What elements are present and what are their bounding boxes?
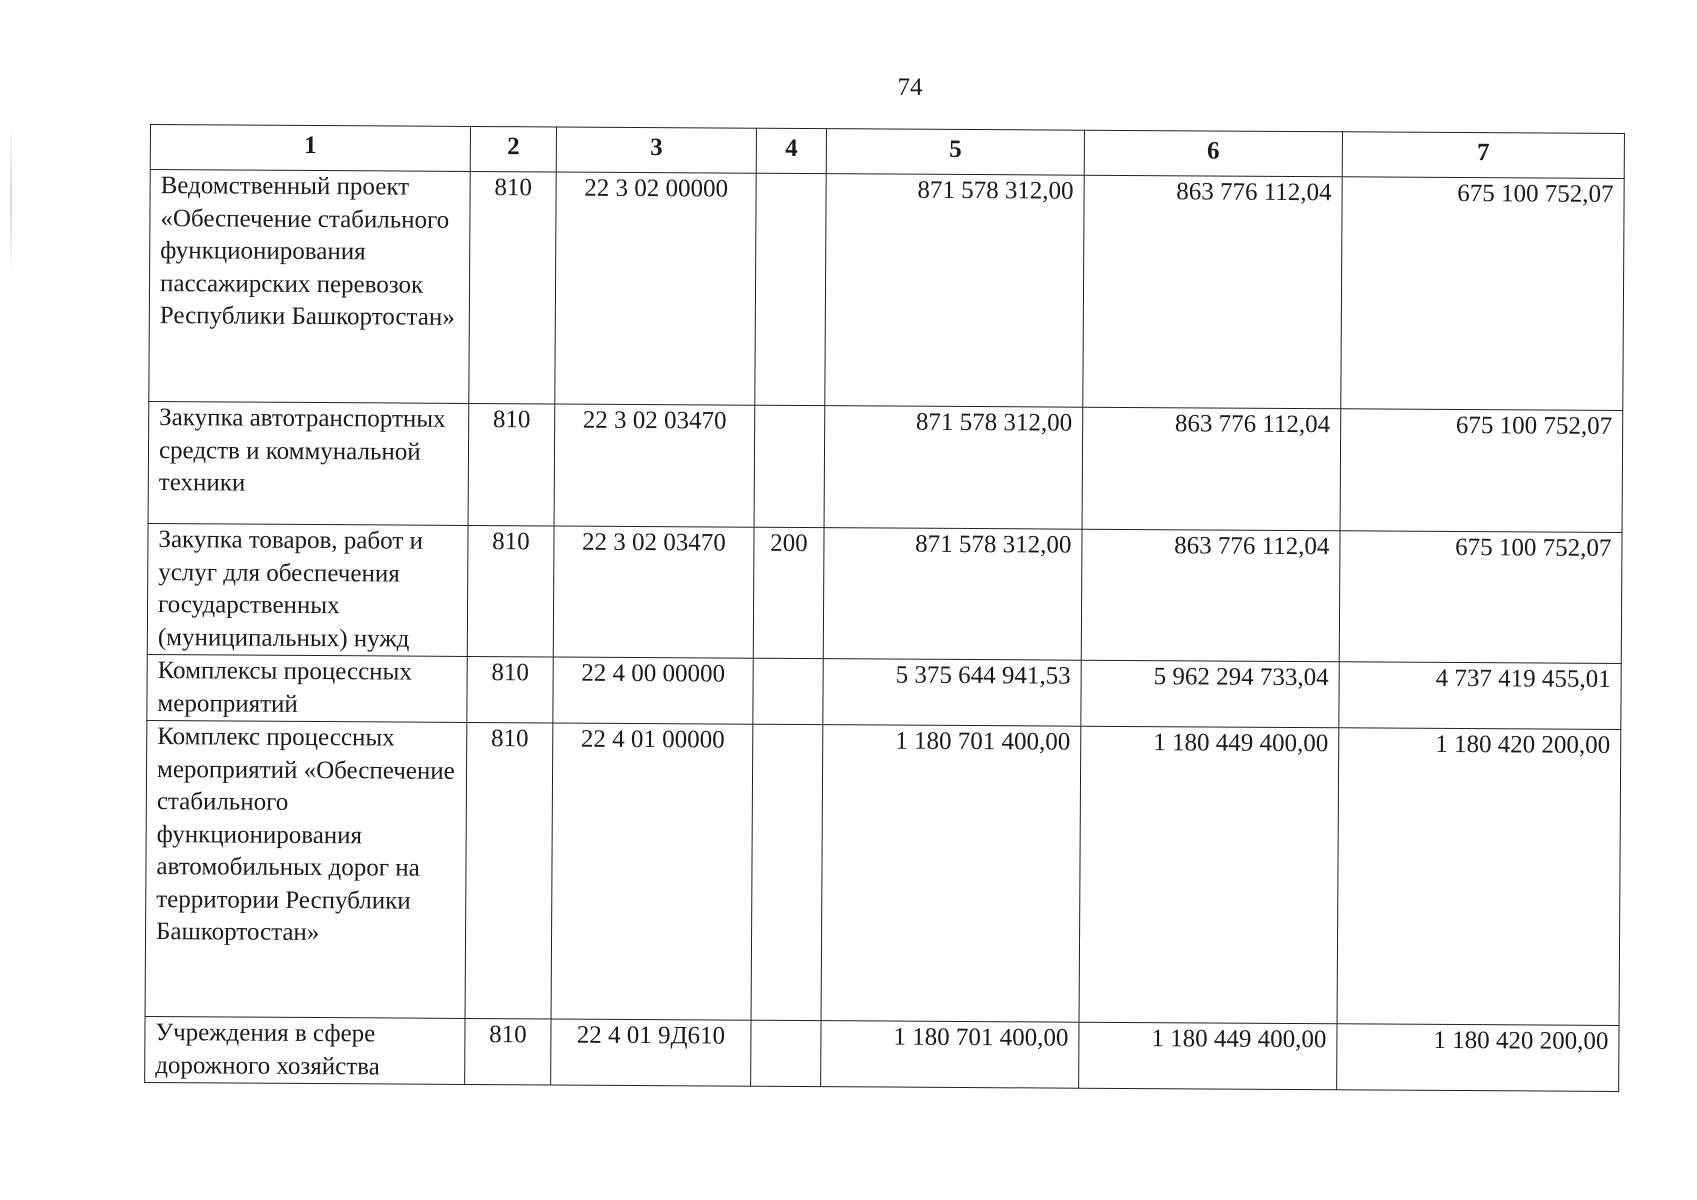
row-amount-col7: 4 737 419 455,01 bbox=[1339, 662, 1621, 730]
row-amount-col6: 1 180 449 400,00 bbox=[1079, 1022, 1337, 1090]
header-col-4: 4 bbox=[756, 128, 826, 173]
row-amount-col7: 675 100 752,07 bbox=[1341, 177, 1624, 411]
row-code-expense-type bbox=[751, 1020, 821, 1086]
header-col-6: 6 bbox=[1084, 130, 1342, 177]
row-code-target: 22 4 01 00000 bbox=[551, 723, 753, 1020]
row-code-ministry: 810 bbox=[465, 722, 553, 1019]
table-row bbox=[147, 654, 1621, 729]
row-code-ministry: 810 bbox=[467, 525, 554, 657]
header-col-5: 5 bbox=[826, 129, 1084, 176]
table-row bbox=[145, 1016, 1619, 1091]
row-amount-col5: 871 578 312,00 bbox=[825, 174, 1084, 408]
row-name: Закупка автотранспортных средств и коммунальной техники bbox=[148, 401, 469, 525]
row-code-target: 22 4 01 9Д610 bbox=[551, 1019, 751, 1086]
row-name: Ведомственный проект «Обеспечение стабильного функционирования пассажирских перевозок Республики Башкортостан» bbox=[149, 170, 470, 404]
budget-table-container bbox=[144, 124, 1625, 1092]
row-amount-col6: 863 776 112,04 bbox=[1082, 407, 1341, 531]
table-row bbox=[149, 170, 1624, 411]
row-code-ministry: 810 bbox=[468, 403, 555, 526]
row-code-target: 22 3 02 03470 bbox=[553, 526, 754, 658]
row-amount-col6: 5 962 294 733,04 bbox=[1081, 660, 1339, 728]
table-row bbox=[147, 523, 1622, 663]
header-col-7: 7 bbox=[1342, 132, 1624, 179]
header-col-1: 1 bbox=[150, 125, 470, 172]
table-row bbox=[145, 720, 1621, 1025]
row-amount-col6: 1 180 449 400,00 bbox=[1079, 726, 1339, 1024]
row-amount-col7: 1 180 420 200,00 bbox=[1337, 1024, 1619, 1092]
row-code-expense-type bbox=[755, 173, 826, 405]
row-amount-col5: 871 578 312,00 bbox=[824, 406, 1083, 530]
row-code-ministry: 810 bbox=[465, 1018, 551, 1085]
budget-table bbox=[144, 124, 1625, 1092]
row-code-expense-type bbox=[754, 405, 825, 527]
row-code-expense-type bbox=[753, 658, 823, 724]
row-amount-col5: 1 180 701 400,00 bbox=[821, 725, 1081, 1023]
row-code-target: 22 4 00 00000 bbox=[553, 657, 753, 724]
scan-edge-shadow bbox=[10, 120, 12, 280]
row-code-ministry: 810 bbox=[469, 171, 556, 404]
row-amount-col7: 675 100 752,07 bbox=[1340, 409, 1623, 533]
row-code-expense-type bbox=[751, 724, 823, 1020]
header-col-2: 2 bbox=[470, 126, 556, 172]
row-amount-col5: 871 578 312,00 bbox=[823, 528, 1082, 661]
row-code-target: 22 3 02 03470 bbox=[554, 404, 755, 527]
row-amount-col7: 675 100 752,07 bbox=[1339, 531, 1622, 664]
row-code-ministry: 810 bbox=[467, 656, 553, 723]
row-name: Учреждения в сфере дорожного хозяйства bbox=[145, 1016, 465, 1084]
row-name: Комплексы процессных мероприятий bbox=[147, 654, 467, 722]
row-amount-col5: 1 180 701 400,00 bbox=[821, 1021, 1079, 1089]
row-amount-col5: 5 375 644 941,53 bbox=[823, 659, 1081, 727]
row-name: Комплекс процессных мероприятий «Обеспечение стабильного функционирования автомобильных дорог на территории Республики Башкортостан» bbox=[145, 720, 467, 1018]
row-code-target: 22 3 02 00000 bbox=[555, 172, 756, 405]
row-amount-col6: 863 776 112,04 bbox=[1083, 175, 1342, 409]
header-col-3: 3 bbox=[556, 127, 756, 173]
row-amount-col6: 863 776 112,04 bbox=[1081, 529, 1340, 662]
table-row bbox=[148, 401, 1623, 532]
row-name: Закупка товаров, работ и услуг для обеспечения государственных (муниципальных) нужд bbox=[147, 523, 468, 656]
page-number: 74 bbox=[897, 74, 923, 101]
row-code-expense-type: 200 bbox=[753, 527, 824, 658]
row-amount-col7: 1 180 420 200,00 bbox=[1337, 728, 1621, 1026]
